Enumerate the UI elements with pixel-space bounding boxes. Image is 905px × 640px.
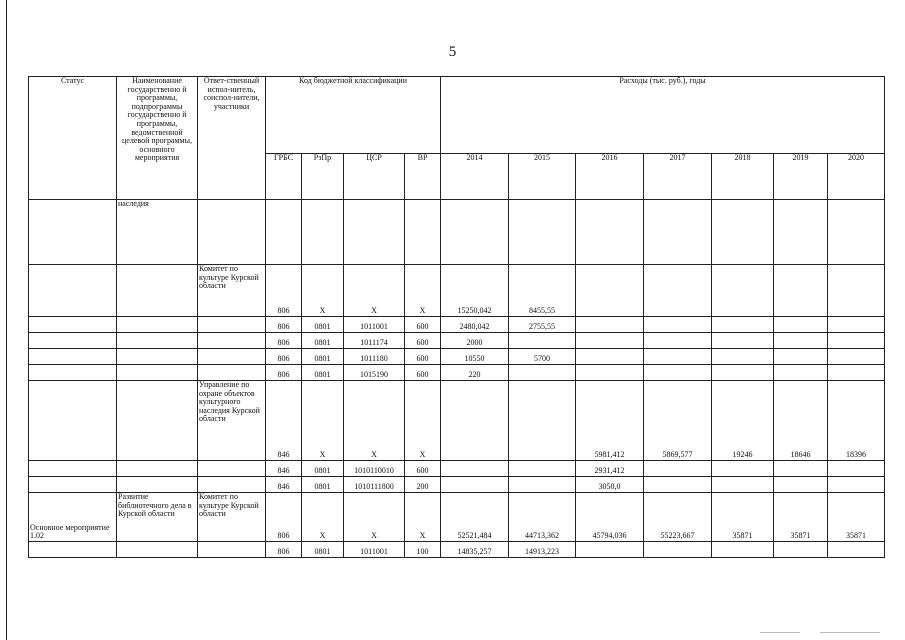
cell-rzpr [302, 200, 344, 265]
header-year: 2014 [441, 154, 509, 200]
cell-grbs: 806 [266, 493, 302, 542]
cell-vr: Х [405, 265, 441, 317]
cell-value [712, 477, 774, 493]
header-row-1 [29, 77, 885, 154]
header-budget-code: Код бюджетной классификации [266, 77, 441, 154]
cell-rzpr: 0801 [302, 365, 344, 381]
cell-value: 35871 [774, 493, 828, 542]
cell-grbs: 806 [266, 265, 302, 317]
header-year: 2020 [828, 154, 885, 200]
cell-value: 14835,257 [441, 542, 509, 558]
cell-grbs: 806 [266, 317, 302, 333]
cell-value [774, 542, 828, 558]
cell-name [117, 542, 198, 558]
cell-value [441, 200, 509, 265]
cell-value [576, 200, 644, 265]
cell-value: 220 [441, 365, 509, 381]
header-vr: ВР [405, 154, 441, 200]
cell-rzpr: Х [302, 381, 344, 461]
header-csr: ЦСР [344, 154, 405, 200]
cell-rzpr: 0801 [302, 542, 344, 558]
cell-value [576, 365, 644, 381]
cell-vr: 600 [405, 461, 441, 477]
table-row [29, 493, 885, 542]
cell-vr: 100 [405, 542, 441, 558]
cell-value [828, 477, 885, 493]
cell-value [644, 333, 712, 349]
cell-value [774, 477, 828, 493]
cell-value: 2480,042 [441, 317, 509, 333]
cell-executor [198, 477, 266, 493]
header-year: 2016 [576, 154, 644, 200]
cell-status [29, 461, 117, 477]
cell-value: 5700 [509, 349, 576, 365]
cell-executor [198, 542, 266, 558]
cell-value [509, 381, 576, 461]
cell-executor [198, 333, 266, 349]
cell-rzpr: 0801 [302, 461, 344, 477]
cell-grbs: 806 [266, 542, 302, 558]
header-year: 2017 [644, 154, 712, 200]
cell-value [774, 317, 828, 333]
cell-value [644, 349, 712, 365]
table-row [29, 333, 885, 349]
cell-value: 45794,036 [576, 493, 644, 542]
cell-vr: 600 [405, 317, 441, 333]
cell-value [509, 461, 576, 477]
cell-grbs: 806 [266, 333, 302, 349]
cell-value [576, 333, 644, 349]
cell-value [509, 477, 576, 493]
cell-value: 35871 [828, 493, 885, 542]
header-year: 2019 [774, 154, 828, 200]
cell-value [828, 333, 885, 349]
cell-value: 14913,223 [509, 542, 576, 558]
cell-value [441, 461, 509, 477]
cell-value: 15250,042 [441, 265, 509, 317]
cell-value [774, 461, 828, 477]
cell-grbs: 846 [266, 381, 302, 461]
cell-value: 5981,412 [576, 381, 644, 461]
cell-value [509, 333, 576, 349]
cell-value: 19246 [712, 381, 774, 461]
header-status: Статус [29, 77, 117, 200]
cell-value: 35871 [712, 493, 774, 542]
cell-value [712, 365, 774, 381]
cell-csr: Х [344, 381, 405, 461]
header-rzpr: РзПр [302, 154, 344, 200]
cell-value [712, 461, 774, 477]
header-name: Наименование государственно й программы, подпрограммы государственно й программы, ведомственной целевой программы, основного мероприятия [117, 77, 198, 200]
table-row [29, 349, 885, 365]
cell-name [117, 365, 198, 381]
cell-status [29, 333, 117, 349]
cell-executor: Комитет по культуре Курской области [198, 265, 266, 317]
cell-name [117, 461, 198, 477]
cell-value: 2931,412 [576, 461, 644, 477]
cell-value [774, 200, 828, 265]
cell-grbs: 806 [266, 365, 302, 381]
cell-executor [198, 461, 266, 477]
cell-value [828, 542, 885, 558]
cell-value [441, 381, 509, 461]
cell-value [828, 461, 885, 477]
cell-value [774, 365, 828, 381]
cell-name [117, 317, 198, 333]
cell-executor [198, 365, 266, 381]
table-row [29, 381, 885, 461]
cell-value: 5869,577 [644, 381, 712, 461]
cell-status [29, 365, 117, 381]
cell-name: Развитие библиотечного дела в Курской области [117, 493, 198, 542]
cell-csr: Х [344, 493, 405, 542]
cell-value [644, 542, 712, 558]
cell-value: 44713,362 [509, 493, 576, 542]
cell-value [828, 265, 885, 317]
cell-vr: Х [405, 381, 441, 461]
cell-value [712, 200, 774, 265]
cell-value: 10550 [441, 349, 509, 365]
cell-vr: 600 [405, 365, 441, 381]
cell-rzpr: 0801 [302, 477, 344, 493]
cell-value [576, 349, 644, 365]
cell-value [712, 265, 774, 317]
cell-value: 52521,484 [441, 493, 509, 542]
cell-value [712, 349, 774, 365]
cell-name [117, 477, 198, 493]
cell-value [644, 477, 712, 493]
header-expenses: Расходы (тыс. руб.), годы [441, 77, 885, 154]
cell-csr: 1011001 [344, 542, 405, 558]
cell-grbs: 806 [266, 349, 302, 365]
scan-artifact [760, 632, 800, 633]
cell-value [774, 333, 828, 349]
cell-csr: 1011180 [344, 349, 405, 365]
cell-grbs: 846 [266, 477, 302, 493]
cell-executor [198, 200, 266, 265]
cell-value [441, 477, 509, 493]
cell-value [828, 365, 885, 381]
cell-value [576, 317, 644, 333]
cell-value [774, 349, 828, 365]
header-year: 2018 [712, 154, 774, 200]
header-grbs: ГРБС [266, 154, 302, 200]
cell-value: 18646 [774, 381, 828, 461]
cell-value [509, 200, 576, 265]
cell-status: Основное мероприятие 1.02 [29, 493, 117, 542]
budget-table [28, 76, 885, 558]
cell-executor [198, 349, 266, 365]
cell-vr [405, 200, 441, 265]
cell-value [828, 200, 885, 265]
cell-csr: 1010110010 [344, 461, 405, 477]
cell-status [29, 381, 117, 461]
cell-vr: 600 [405, 349, 441, 365]
cell-csr [344, 200, 405, 265]
cell-value: 3050,0 [576, 477, 644, 493]
cell-name [117, 381, 198, 461]
cell-status [29, 349, 117, 365]
table-row [29, 317, 885, 333]
cell-name [117, 265, 198, 317]
cell-grbs [266, 200, 302, 265]
cell-name [117, 333, 198, 349]
cell-csr: 1010111800 [344, 477, 405, 493]
table-row [29, 265, 885, 317]
cell-value [644, 265, 712, 317]
page-number: 5 [448, 44, 457, 60]
cell-value [774, 265, 828, 317]
cell-vr: Х [405, 493, 441, 542]
cell-vr: 200 [405, 477, 441, 493]
cell-value: 2755,55 [509, 317, 576, 333]
scan-artifact [820, 632, 880, 633]
cell-rzpr: 0801 [302, 333, 344, 349]
cell-executor [198, 317, 266, 333]
cell-value [712, 333, 774, 349]
cell-rzpr: Х [302, 493, 344, 542]
cell-status [29, 200, 117, 265]
cell-value [644, 317, 712, 333]
header-executor: Ответ-ственный испол-нитель, соиспол-нители, участники [198, 77, 266, 200]
cell-csr: 1011001 [344, 317, 405, 333]
left-margin-rule [6, 0, 7, 640]
cell-value: 18396 [828, 381, 885, 461]
cell-grbs: 846 [266, 461, 302, 477]
cell-status [29, 477, 117, 493]
cell-csr: Х [344, 265, 405, 317]
cell-status [29, 265, 117, 317]
cell-rzpr: 0801 [302, 349, 344, 365]
cell-value [644, 365, 712, 381]
cell-rzpr: 0801 [302, 317, 344, 333]
table-row [29, 542, 885, 558]
cell-vr: 600 [405, 333, 441, 349]
table-row [29, 365, 885, 381]
cell-value: 8455,55 [509, 265, 576, 317]
cell-value [828, 349, 885, 365]
table-row [29, 477, 885, 493]
cell-executor: Управление по охране объектов культурного наследия Курской области [198, 381, 266, 461]
cell-status [29, 317, 117, 333]
cell-csr: 1015190 [344, 365, 405, 381]
cell-rzpr: Х [302, 265, 344, 317]
cell-value [644, 200, 712, 265]
cell-executor: Комитет по культуре Курской области [198, 493, 266, 542]
cell-value [576, 265, 644, 317]
cell-csr: 1011174 [344, 333, 405, 349]
cell-name [117, 349, 198, 365]
cell-name: наследия [117, 200, 198, 265]
cell-value [644, 461, 712, 477]
cell-value [712, 542, 774, 558]
cell-value: 2000 [441, 333, 509, 349]
cell-value [712, 317, 774, 333]
cell-value [509, 365, 576, 381]
table-row [29, 461, 885, 477]
table-row [29, 200, 885, 265]
cell-value [828, 317, 885, 333]
cell-status [29, 542, 117, 558]
cell-value [576, 542, 644, 558]
header-year: 2015 [509, 154, 576, 200]
cell-value: 55223,667 [644, 493, 712, 542]
